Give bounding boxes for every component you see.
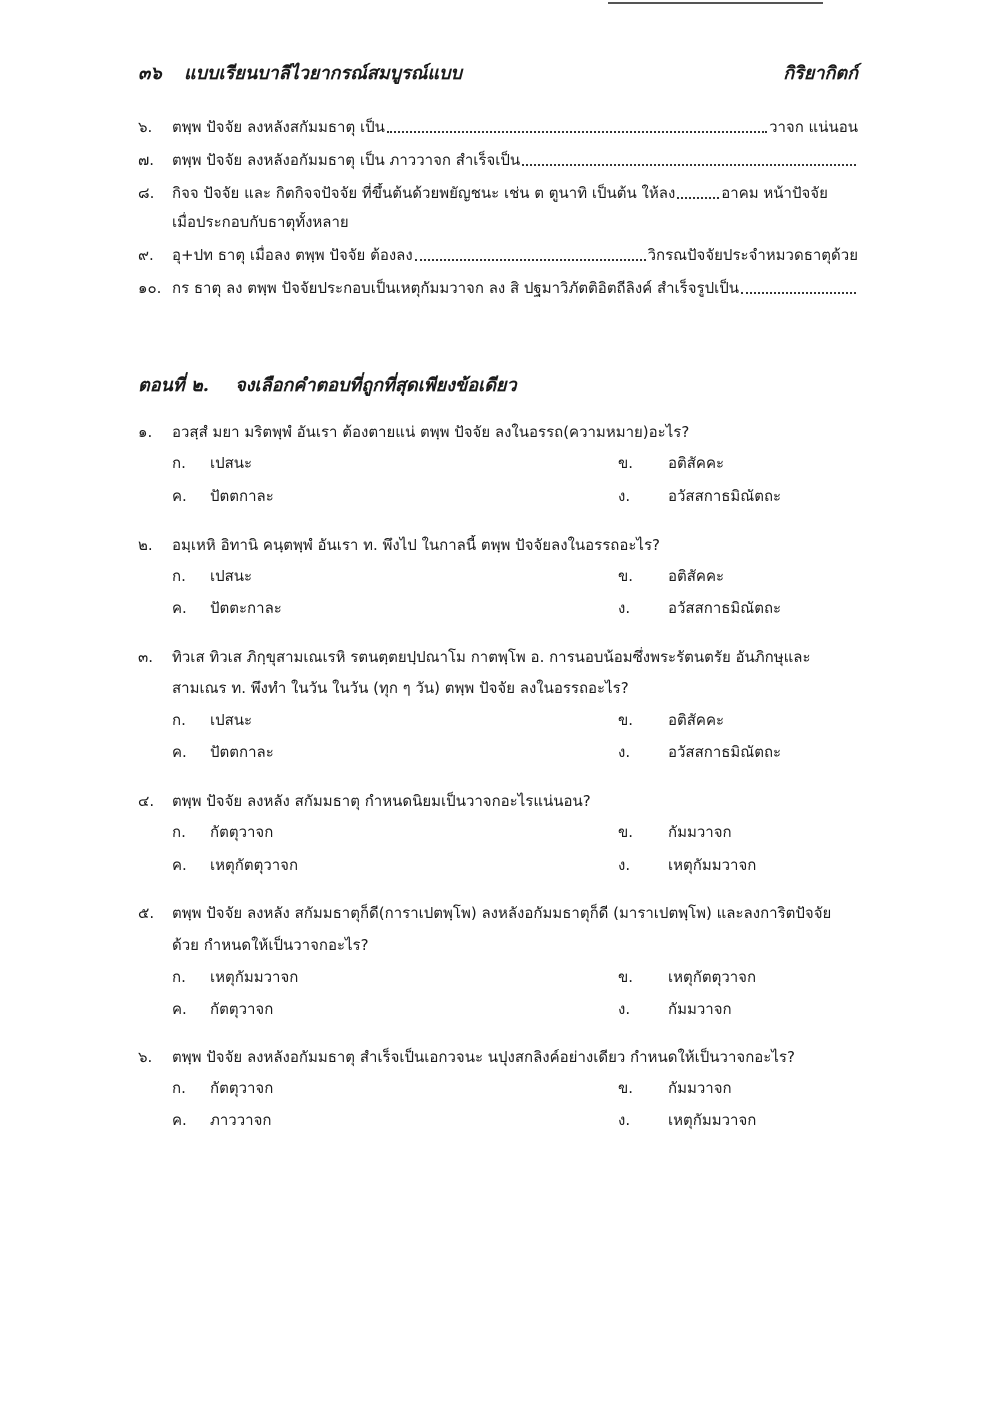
- question-text: ตพฺพ ปัจจัย ลงหลังอกัมมธาตุ สำเร็จเป็นเอกวจนะ นปุงสกลิงค์อย่างเดียว กำหนดให้เป็นวาจกอะไร?: [172, 1048, 795, 1066]
- item-number: ๘.: [138, 184, 155, 202]
- option-label: ค.: [172, 1000, 187, 1018]
- top-border-line: [608, 2, 823, 4]
- option-text: ภาววาจก: [210, 1111, 272, 1129]
- page-number: ๓๖: [138, 63, 162, 84]
- question-number: ๓.: [138, 648, 154, 666]
- option-text: เหตุกัตตุวาจก: [210, 856, 299, 874]
- item-text: กิจจ ปัจจัย และ กิตกิจจปัจจัย ที่ขึ้นต้นด้วยพยัญชนะ เช่น ต ตูนาทิ เป็นต้น ให้ลง: [172, 184, 676, 202]
- question-text: ทิวเส ทิวเส ภิกฺขุสามเณเรหิ รตนตฺตยปฺปณาโม กาตพฺโพ อ. การนอบน้อมซึ่งพระรัตนตรัย อันภิกษุและ: [172, 648, 811, 666]
- option-label: ค.: [172, 599, 187, 617]
- option-text: ปัตตะกาละ: [210, 599, 282, 617]
- option-label: ค.: [172, 1111, 187, 1129]
- option-text: เหตุกัมมวาจก: [668, 856, 757, 874]
- question-text: อมฺเหหิ อิทานิ คนฺตพฺพํ อันเรา ท. พึงไป ในกาลนี้ ตพฺพ ปัจจัยลงในอรรถอะไร?: [172, 536, 660, 554]
- question-text: ตพฺพ ปัจจัย ลงหลัง สกัมมธาตุ กำหนดนิยมเป็นวาจกอะไรแน่นอน?: [172, 792, 591, 810]
- item-number: ๙.: [138, 246, 154, 264]
- option-text: อวัสสกาธมิณัตถะ: [668, 487, 782, 505]
- option-label: ก.: [172, 711, 186, 729]
- section-title: [138, 370, 517, 399]
- answer-blank: [677, 196, 719, 199]
- option-label: ข.: [618, 711, 634, 729]
- item-number: ๑๐.: [138, 279, 162, 297]
- item-text-after: อาคม หน้าปัจจัย: [721, 184, 828, 202]
- option-text: เปสนะ: [210, 454, 253, 472]
- answer-blank: [522, 163, 856, 166]
- item-text: ตพฺพ ปัจจัย ลงหลังอกัมมธาตุ เป็น ภาววาจก สำเร็จเป็น: [172, 151, 521, 169]
- option-text: เหตุกัมมวาจก: [210, 968, 299, 986]
- option-text: อติสัคคะ: [668, 711, 725, 729]
- answer-blank: [415, 258, 646, 261]
- item-number: ๗.: [138, 151, 155, 169]
- option-text: เหตุกัตตุวาจก: [668, 968, 757, 986]
- item-text: อุ+ปท ธาตุ เมื่อลง ตพฺพ ปัจจัย ต้องลง: [172, 246, 413, 264]
- question-number: ๖.: [138, 1048, 153, 1066]
- chapter-title: กิริยากิตก์: [783, 63, 858, 84]
- answer-blank: [741, 291, 856, 294]
- option-text: กัตตุวาจก: [210, 1000, 274, 1018]
- question-number: ๕.: [138, 904, 155, 922]
- book-title: แบบเรียนบาลีไวยากรณ์สมบูรณ์แบบ: [184, 63, 462, 84]
- item-number: ๖.: [138, 118, 153, 136]
- option-text: กัมมวาจก: [668, 823, 732, 841]
- option-text: กัมมวาจก: [668, 1000, 732, 1018]
- answer-blank: [387, 130, 767, 133]
- option-label: ข.: [618, 823, 634, 841]
- option-label: ก.: [172, 823, 186, 841]
- section-instruction: จงเลือกคำตอบที่ถูกที่สุดเพียงข้อเดียว: [235, 375, 517, 396]
- option-label: ง.: [618, 856, 631, 874]
- option-text: กัตตุวาจก: [210, 1079, 274, 1097]
- option-label: ง.: [618, 743, 631, 761]
- item-text-after: วาจก แน่นอน: [769, 118, 858, 136]
- option-label: ข.: [618, 1079, 634, 1097]
- option-label: ข.: [618, 454, 634, 472]
- option-label: ก.: [172, 567, 186, 585]
- option-label: ก.: [172, 454, 186, 472]
- option-text: เปสนะ: [210, 567, 253, 585]
- item-text: ตพฺพ ปัจจัย ลงหลังสกัมมธาตุ เป็น: [172, 118, 385, 136]
- question-text: อวสฺสํ มยา มริตพฺพํ อันเรา ต้องตายแน่ ตพฺพ ปัจจัย ลงในอรรถ(ความหมาย)อะไร?: [172, 423, 690, 441]
- option-label: ข.: [618, 968, 634, 986]
- section-part-label: ตอนที่ ๒.: [138, 375, 210, 396]
- option-label: ค.: [172, 743, 187, 761]
- question-number: ๒.: [138, 536, 153, 554]
- question-continuation: ด้วย กำหนดให้เป็นวาจกอะไร?: [172, 936, 369, 954]
- page-header: [138, 58, 858, 88]
- option-text: กัมมวาจก: [668, 1079, 732, 1097]
- item-continuation: เมื่อประกอบกับธาตุทั้งหลาย: [172, 213, 349, 231]
- question-number: ๔.: [138, 792, 155, 810]
- option-label: ก.: [172, 1079, 186, 1097]
- option-text: อติสัคคะ: [668, 567, 725, 585]
- question-number: ๑.: [138, 423, 153, 441]
- option-text: อติสัคคะ: [668, 454, 725, 472]
- item-text: กร ธาตุ ลง ตพฺพ ปัจจัยประกอบเป็นเหตุกัมมวาจก ลง สิ ปฐมาวิภัตติอิตถีลิงค์ สำเร็จรูปเป็น: [172, 279, 739, 297]
- option-text: ปัตตกาละ: [210, 487, 274, 505]
- option-text: อวัสสกาธมิณัตถะ: [668, 743, 782, 761]
- option-label: ค.: [172, 487, 187, 505]
- item-text-after: วิกรณปัจจัยประจำหมวดธาตุด้วย: [647, 246, 858, 264]
- question-text: ตพฺพ ปัจจัย ลงหลัง สกัมมธาตุก็ดี(การาเปตพฺโพ) ลงหลังอกัมมธาตุก็ดี (มาราเปตพฺโพ) และลงการิตปัจจัย: [172, 904, 832, 922]
- option-label: ก.: [172, 968, 186, 986]
- option-text: อวัสสกาธมิณัตถะ: [668, 599, 782, 617]
- option-label: ง.: [618, 487, 631, 505]
- option-text: กัตตุวาจก: [210, 823, 274, 841]
- option-text: เปสนะ: [210, 711, 253, 729]
- option-label: ง.: [618, 599, 631, 617]
- option-label: ค.: [172, 856, 187, 874]
- option-label: ง.: [618, 1000, 631, 1018]
- option-text: ปัตตกาละ: [210, 743, 274, 761]
- option-label: ข.: [618, 567, 634, 585]
- option-label: ง.: [618, 1111, 631, 1129]
- option-text: เหตุกัมมวาจก: [668, 1111, 757, 1129]
- question-continuation: สามเณร ท. พึงทำ ในวัน ในวัน (ทุก ๆ วัน) ตพฺพ ปัจจัย ลงในอรรถอะไร?: [172, 679, 629, 697]
